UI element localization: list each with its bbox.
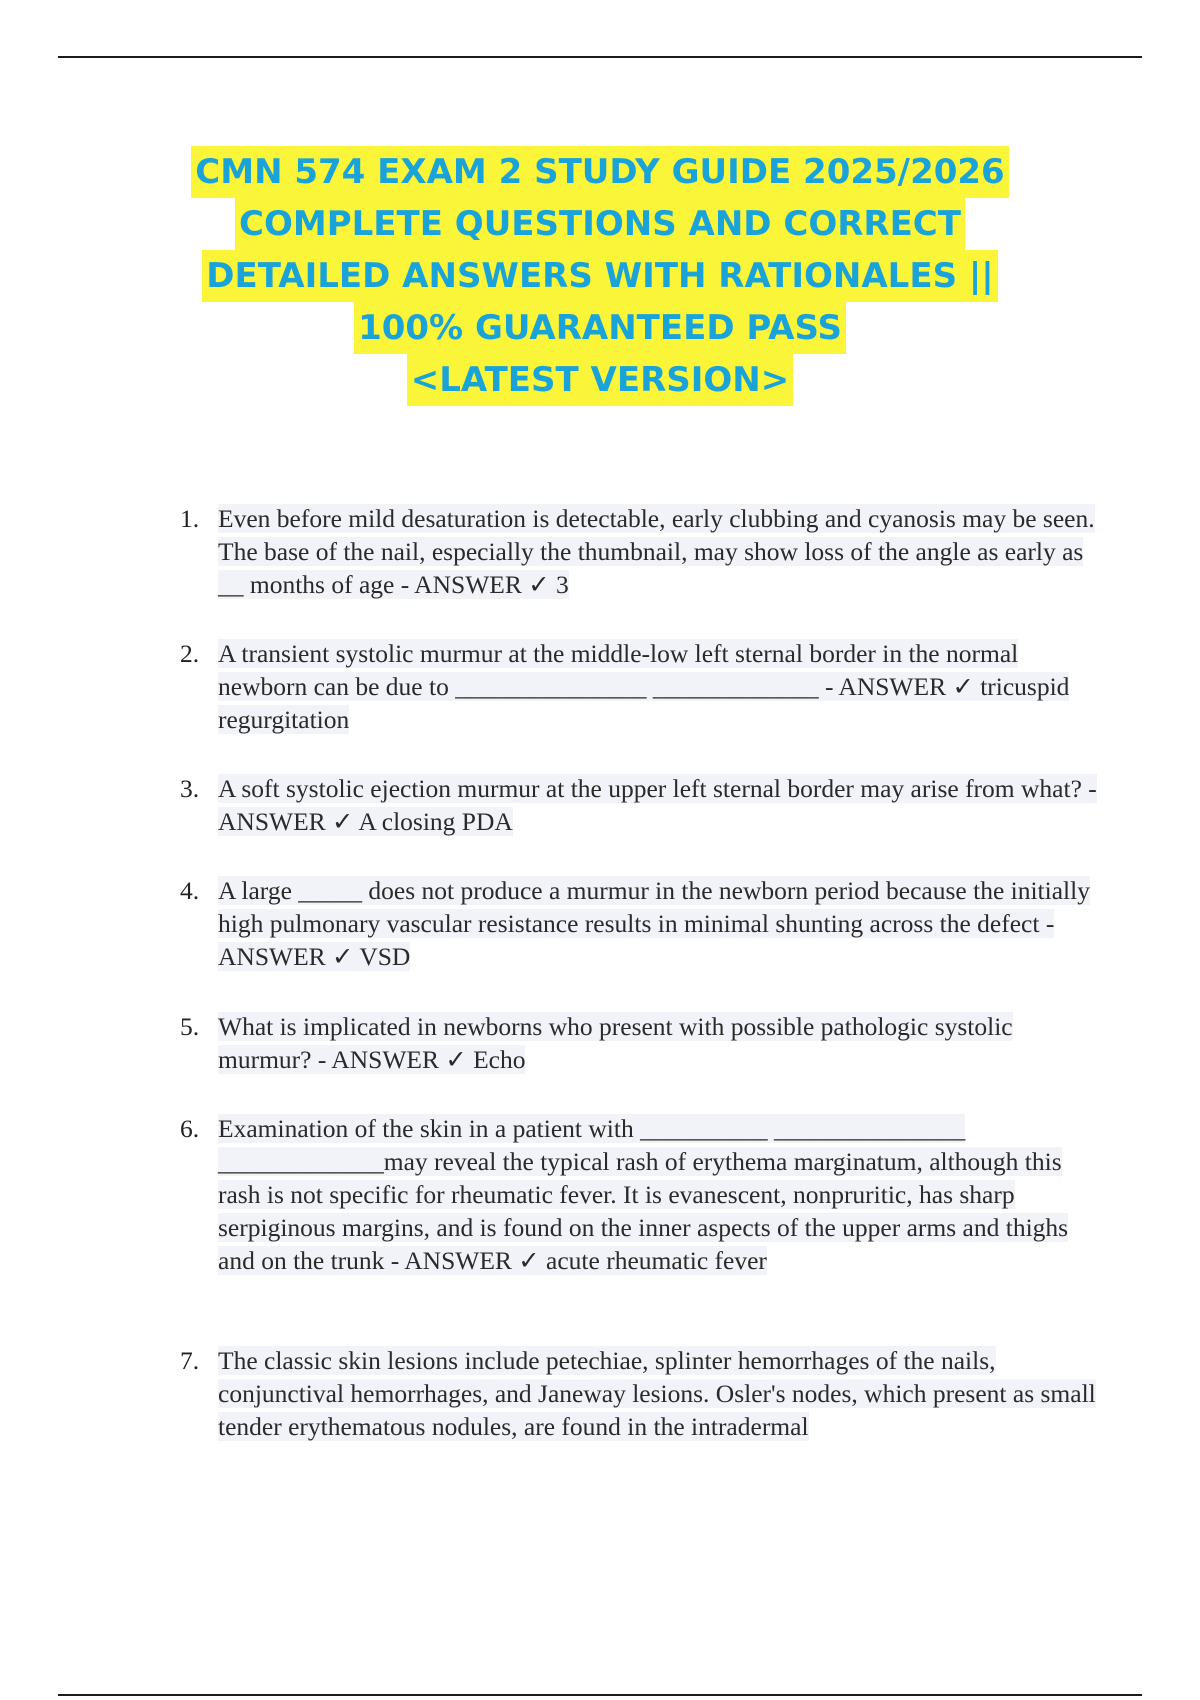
question-text: A transient systolic murmur at the middle-low left sternal border in the normal newborn can be due to _______________ _____________ - ANSWER ✓ tricuspid regurgitation bbox=[218, 639, 1070, 734]
footer-rule bbox=[58, 1694, 1142, 1696]
question-text: A large _____ does not produce a murmur in the newborn period because the initially high pulmonary vascular resistance results in minimal shunting across the defect - ANSWER ✓ VSD bbox=[218, 876, 1090, 971]
question-number: 7. bbox=[180, 1346, 200, 1375]
title-line-2: COMPLETE QUESTIONS AND CORRECT bbox=[235, 198, 965, 250]
question-number: 1. bbox=[180, 504, 200, 533]
question-text: The classic skin lesions include petechiae, splinter hemorrhages of the nails, conjunctival hemorrhages, and Janeway lesions. Osler's nodes, which present as small tender erythematous nodules, are found in the intradermal bbox=[218, 1346, 1096, 1441]
question-text: What is implicated in newborns who present with possible pathologic systolic murmur? - ANSWER ✓ Echo bbox=[218, 1012, 1013, 1074]
question-number: 3. bbox=[180, 774, 200, 803]
question-text: A soft systolic ejection murmur at the upper left sternal border may arise from what? - ANSWER ✓ A closing PDA bbox=[218, 774, 1097, 836]
document-title bbox=[100, 146, 1100, 406]
title-line-1: CMN 574 EXAM 2 STUDY GUIDE 2025/2026 bbox=[191, 146, 1008, 198]
question-number: 6. bbox=[180, 1114, 200, 1143]
question-number: 5. bbox=[180, 1012, 200, 1041]
header-rule bbox=[58, 56, 1142, 58]
question-text: Examination of the skin in a patient with __________ _______________ _____________may reveal the typical rash of erythema marginatum, although this rash is not specific for rheumatic fever. It is evanescent, nonpruritic, has sharp serpiginous margins, and is found on the inner aspects of the upper arms and thighs and on the trunk - ANSWER ✓ acute rheumatic fever bbox=[218, 1114, 1069, 1275]
question-text: Even before mild desaturation is detectable, early clubbing and cyanosis may be seen. The base of the nail, especially the thumbnail, may show loss of the angle as early as __ months of age - ANSWER ✓ 3 bbox=[218, 504, 1095, 599]
question-number: 4. bbox=[180, 876, 200, 905]
question-number: 2. bbox=[180, 639, 200, 668]
title-line-3: DETAILED ANSWERS WITH RATIONALES || bbox=[202, 250, 997, 302]
title-line-4: 100% GUARANTEED PASS bbox=[354, 302, 846, 354]
title-line-5: <LATEST VERSION> bbox=[407, 354, 793, 406]
